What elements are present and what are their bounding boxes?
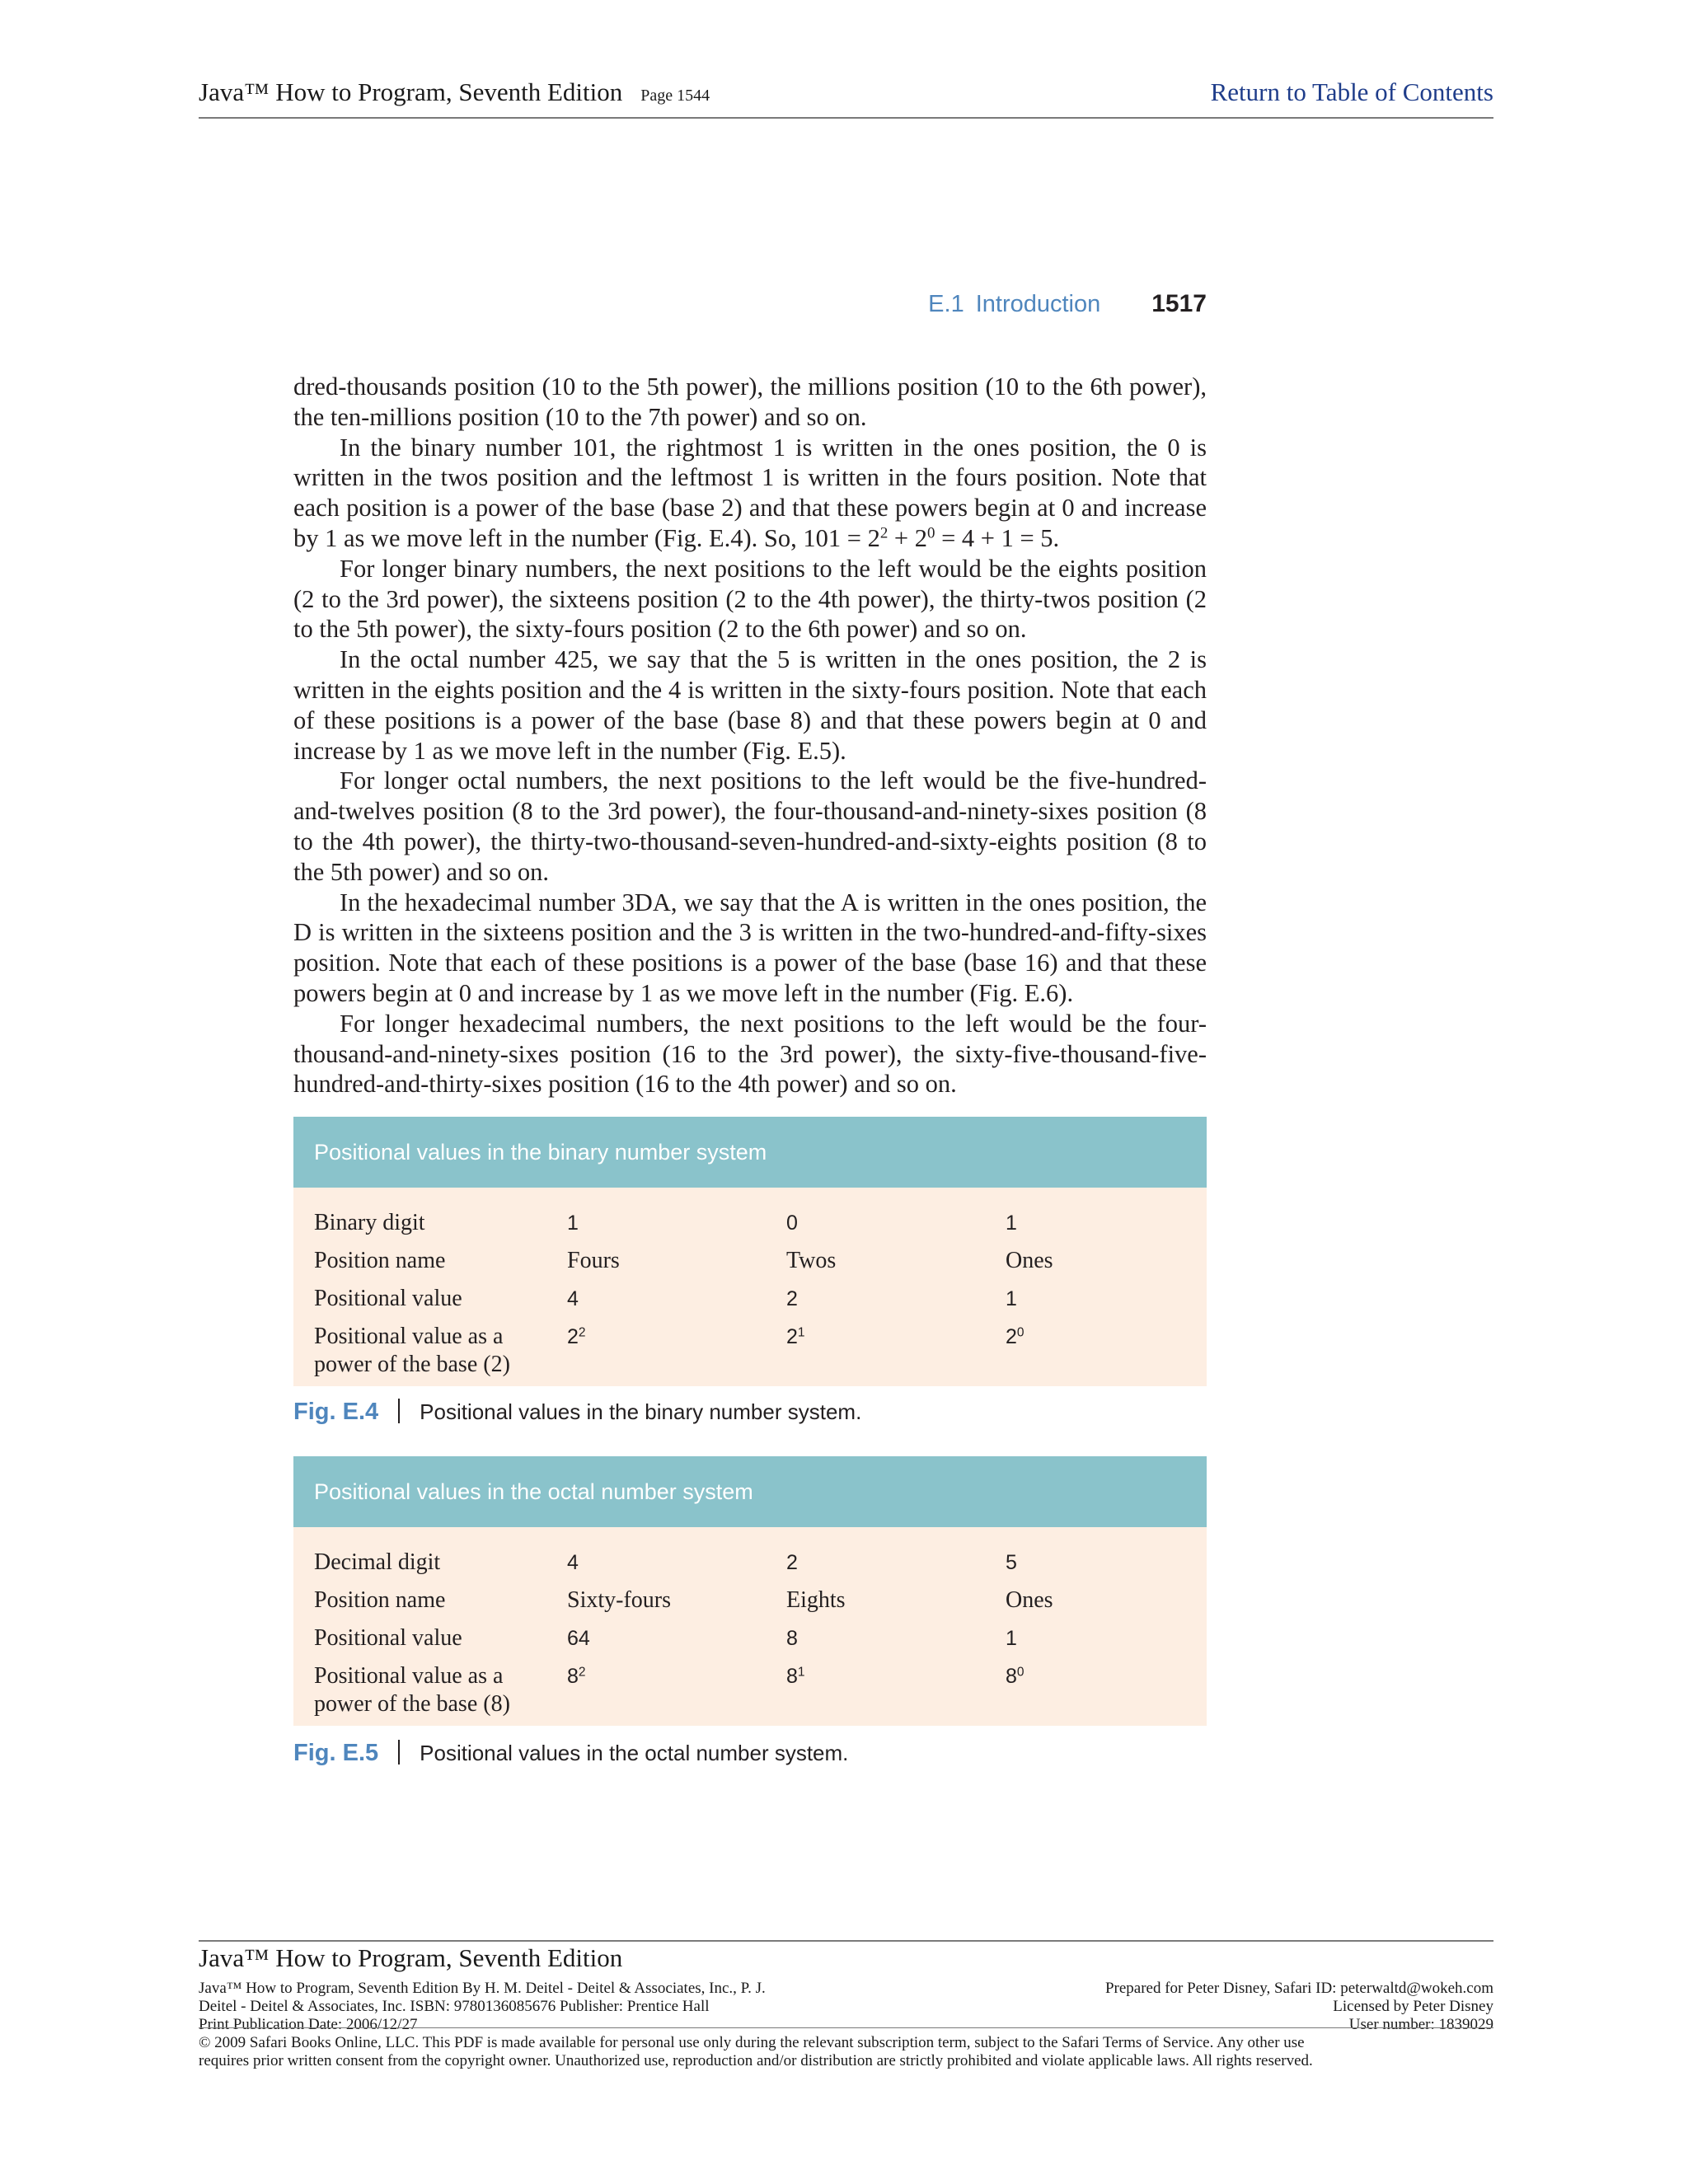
- paragraph-text: = 4 + 1 = 5.: [935, 523, 1060, 552]
- power-base: 2: [1006, 1325, 1017, 1348]
- footer-book-info: Java™ How to Program, Seventh Edition By H. M. Deitel - Deitel & Associates, Inc., P. J.: [199, 1980, 766, 1997]
- table-cell: 5: [1006, 1551, 1017, 1574]
- table-cell: 2: [786, 1551, 798, 1574]
- row-label: Binary digit: [314, 1210, 425, 1235]
- row-label: Positional value: [314, 1625, 462, 1651]
- power-base: 8: [786, 1665, 798, 1688]
- table-header: Positional values in the binary number system: [293, 1117, 1207, 1188]
- figure-caption-text: Positional values in the binary number system.: [420, 1399, 862, 1424]
- row-label: Positional value: [314, 1286, 462, 1311]
- figure-label: Fig. E.4: [293, 1399, 379, 1425]
- table-cell: [567, 1662, 586, 1690]
- section-number: E.1: [928, 291, 964, 317]
- paragraph: In the octal number 425, we say that the 5 is written in the ones position, the 2 is written in the eights position and the 4 is written in the sixty-fours position. Note that each of these positions is a power of the base (base 8) and that these powers begin at 0 and increase by 1 as we move left in the number (Fig. E.5).: [293, 645, 1207, 765]
- page-number: 1517: [1151, 290, 1207, 317]
- power-base: 8: [1006, 1665, 1017, 1688]
- table-cell: 2: [786, 1287, 798, 1310]
- paragraph: For longer binary numbers, the next positions to the left would be the eights position (2 to the 3rd power), the sixteens position (2 to the 4th power), the thirty-twos position (2 to the 5th power), the sixty-fours position (2 to the 6th power) and so on.: [293, 554, 1207, 644]
- superscript: 2: [879, 524, 889, 542]
- superscript: 0: [926, 524, 935, 542]
- power-exponent: 2: [578, 1325, 586, 1340]
- paragraph: For longer octal numbers, the next positions to the left would be the five-hundred-and-twelves position (8 to the 3rd power), the four-thousand-and-ninety-sixes position (8 to the 4th power), the thirty-two-thousand-seven-hundred-and-sixty-eights position (8 to the 5th power) and so on.: [293, 766, 1207, 886]
- power-base: 8: [567, 1665, 579, 1688]
- page-label: Page 1544: [640, 87, 710, 105]
- power-exponent: 1: [797, 1325, 805, 1340]
- table-cell: 1: [567, 1212, 579, 1235]
- table-cell: [567, 1323, 586, 1351]
- return-to-toc-link[interactable]: Return to Table of Contents: [1210, 77, 1493, 106]
- power-exponent: 1: [797, 1665, 805, 1680]
- table-cell: Ones: [1006, 1248, 1053, 1273]
- caption-divider: [398, 1399, 400, 1423]
- top-header: [199, 76, 1493, 119]
- footer-divider: [199, 2027, 1493, 2028]
- table-cell: Sixty-fours: [567, 1587, 671, 1613]
- footer-publication-date: Print Publication Date: 2006/12/27: [199, 2016, 418, 2033]
- table-cell: [1006, 1323, 1025, 1351]
- book-title-text: Java™ How to Program, Seventh Edition: [199, 77, 623, 106]
- footer-book-info: Deitel - Deitel & Associates, Inc. ISBN: 9780136085676 Publisher: Prentice Hall: [199, 1998, 710, 2015]
- figure-label: Fig. E.5: [293, 1740, 379, 1766]
- paragraph: dred-thousands position (10 to the 5th power), the millions position (10 to the 6th power), the ten-millions position (10 to the 7th power) and so on.: [293, 373, 1207, 431]
- paragraph-text: In the binary number 101, the rightmost 1 is written in the ones position, the 0 is written in the twos position and the leftmost 1 is written in the fours position. Note that each position is a power of the base (base 2) and that these powers begin at 0 and increase by 1 as we move left in the number (Fig. E.4). So, 101 = 2: [293, 433, 1207, 552]
- power-exponent: 0: [1016, 1325, 1025, 1340]
- fig-e5-table: [293, 1456, 1207, 1726]
- power-exponent: 2: [578, 1665, 586, 1680]
- paragraph-text: + 2: [888, 523, 927, 552]
- table-cell: [1006, 1662, 1025, 1690]
- footer-book-title: Java™ How to Program, Seventh Edition: [199, 1943, 623, 1972]
- table-cell: Twos: [786, 1248, 837, 1273]
- footer-divider: [199, 1940, 1493, 1942]
- table-cell: [786, 1323, 805, 1351]
- table-cell: 4: [567, 1287, 579, 1310]
- fig-e5-caption: [293, 1740, 848, 1767]
- caption-divider: [398, 1740, 400, 1765]
- footer-licensed-by: Licensed by Peter Disney: [1333, 1998, 1493, 2015]
- row-label: Position name: [314, 1248, 446, 1273]
- table-cell: 1: [1006, 1627, 1017, 1650]
- table-cell: Ones: [1006, 1587, 1053, 1613]
- power-base: 2: [786, 1325, 798, 1348]
- running-head: [928, 290, 1207, 318]
- table-cell: 1: [1006, 1287, 1017, 1310]
- section-title: Introduction: [975, 291, 1101, 317]
- book-title: [199, 77, 710, 107]
- table-cell: 4: [567, 1551, 579, 1574]
- body-text: [293, 372, 1207, 1099]
- table-cell: Fours: [567, 1248, 620, 1273]
- table-cell: 64: [567, 1627, 590, 1650]
- row-label: Positional value as a power of the base (8): [314, 1663, 510, 1717]
- fig-e4-caption: [293, 1399, 861, 1426]
- paragraph: [293, 433, 1207, 554]
- table-header: Positional values in the octal number system: [293, 1456, 1207, 1527]
- table-cell: Eights: [786, 1587, 846, 1613]
- footer-prepared-for: Prepared for Peter Disney, Safari ID: peterwaltd@wokeh.com: [1104, 1980, 1493, 1997]
- row-label: Positional value as a power of the base (2): [314, 1324, 510, 1377]
- power-base: 2: [567, 1325, 579, 1348]
- figure-caption-text: Positional values in the octal number system.: [420, 1741, 849, 1765]
- footer-copyright: requires prior written consent from the copyright owner. Unauthorized use, reproduction and/or distribution are strictly prohibited and violate applicable laws. All rights reserved.: [199, 2052, 1313, 2069]
- footer-user-number: User number: 1839029: [1348, 2016, 1493, 2033]
- paragraph: In the hexadecimal number 3DA, we say that the A is written in the ones position, the D is written in the sixteens position and the 3 is written in the two-hundred-and-fifty-sixes position. Note that each of these positions is a power of the base (base 16) and that these powers begin at 0 and increase by 1 as we move left in the number (Fig. E.6).: [293, 888, 1207, 1007]
- paragraph: For longer hexadecimal numbers, the next positions to the left would be the four-thousand-and-ninety-sixes position (16 to the 3rd power), the sixty-five-thousand-five-hundred-and-thirty-sixes position (16 to the 4th power) and so on.: [293, 1009, 1207, 1099]
- table-cell: 1: [1006, 1212, 1017, 1235]
- power-exponent: 0: [1016, 1665, 1025, 1680]
- table-cell: 8: [786, 1627, 798, 1650]
- footer-copyright: © 2009 Safari Books Online, LLC. This PDF is made available for personal use only during the relevant subscription term, subject to the Safari Terms of Service. Any other use: [199, 2034, 1305, 2051]
- table-cell: 0: [786, 1212, 798, 1235]
- fig-e4-table: [293, 1117, 1207, 1386]
- row-label: Position name: [314, 1587, 446, 1613]
- table-cell: [786, 1662, 805, 1690]
- row-label: Decimal digit: [314, 1549, 441, 1575]
